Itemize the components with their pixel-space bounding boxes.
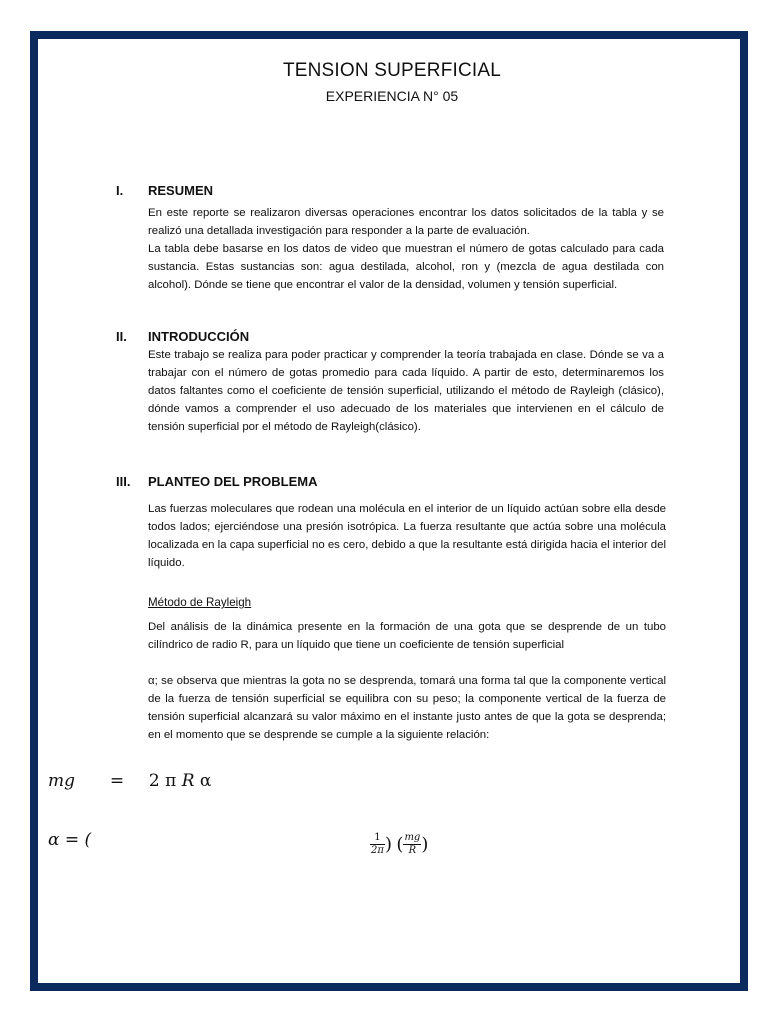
section-1-title: RESUMEN — [148, 183, 214, 198]
formula-alpha-right — [370, 832, 428, 857]
section-1-paragraph-1: En este reporte se realizaron diversas operaciones encontrar los datos solicitados de la tabla y se realizó una detallada investigación para responder a la parte de evaluación. — [148, 207, 664, 237]
section-1-number: I. — [116, 183, 124, 198]
formula-2pi: 2 π — [148, 771, 177, 791]
paren-open-2: ( — [396, 834, 404, 855]
section-3-paragraph-1: Las fuerzas moleculares que rodean una molécula en el interior de un líquido actúan sobre ella desde todos lados; ejerciéndose una presión isotrópica. La fuerza resultante que actúa sobre una molécula localizada en la capa superficial no es cero, debido a que la resultante está dirigida hacia el interior del líquido. — [148, 503, 666, 569]
fraction-1-numerator: 1 — [370, 832, 385, 845]
fraction-one-over-2pi — [370, 832, 385, 857]
rayleigh-paragraph-2: α; se observa que mientras la gota no se desprenda, tomará una forma tal que la componente vertical de la fuerza de tensión superficial se equilibra con su peso; la componente vertical de la fuerza de tensión superficial alcanzará su valor máximo en el instante justo antes de que la gota se desprenda; en el momento que se desprende se cumple a la siguiente relación: — [148, 675, 666, 741]
formula-alpha: α — [199, 771, 212, 791]
paren-close-2: ) — [421, 834, 429, 855]
formula-weight-balance — [48, 771, 211, 791]
document-title: TENSION SUPERFICIAL — [282, 60, 502, 81]
fraction-1-denominator: 2π — [371, 845, 384, 856]
section-2-paragraph-1: Este trabajo se realiza para poder practicar y comprender la teoría trabajada en clase. Dónde se va a trabajar con el número de gotas promedio para cada líquido. A partir de esto, determinaremos los datos faltantes como el coeficiente de tensión superficial, utilizando el método de Rayleigh (clásico), dónde vamos a comprender el uso adecuado de los materiales que intervienen en el cálculo de tensión superficial por el método de Rayleigh(clásico). — [148, 349, 664, 433]
fraction-mg-over-R — [403, 832, 421, 857]
section-2-number: II. — [116, 329, 127, 344]
paren-close-1: ) — [384, 834, 392, 855]
fraction-2-numerator: mg — [404, 832, 421, 843]
formula-alpha-equals: α = ( — [48, 830, 92, 850]
formula-equals: = — [109, 771, 125, 791]
formula-radius: R — [181, 771, 195, 791]
section-3-title: PLANTEO DEL PROBLEMA — [148, 474, 318, 489]
document-subtitle: EXPERIENCIA N° 05 — [325, 88, 459, 104]
fraction-2-denominator: R — [408, 845, 417, 856]
section-1-paragraph-2: La tabla debe basarse en los datos de video que muestran el número de gotas calculado para cada sustancia. Estas sustancias son: agua destilada, alcohol, ron y (mezcla de agua destilada con alcohol). Dónde se tiene que encontrar el valor de la densidad, volumen y tensión superficial. — [148, 243, 664, 291]
formula-mg: mg — [48, 771, 76, 791]
section-3-number: III. — [116, 474, 131, 489]
rayleigh-paragraph-1: Del análisis de la dinámica presente en la formación de una gota que se desprende de un tubo cilíndrico de radio R, para un líquido que tiene un coeficiente de tensión superficial — [148, 621, 666, 651]
rayleigh-subheading: Método de Rayleigh — [148, 596, 252, 609]
formula-alpha-left — [48, 830, 91, 850]
section-2-title: INTRODUCCIÓN — [148, 329, 250, 344]
